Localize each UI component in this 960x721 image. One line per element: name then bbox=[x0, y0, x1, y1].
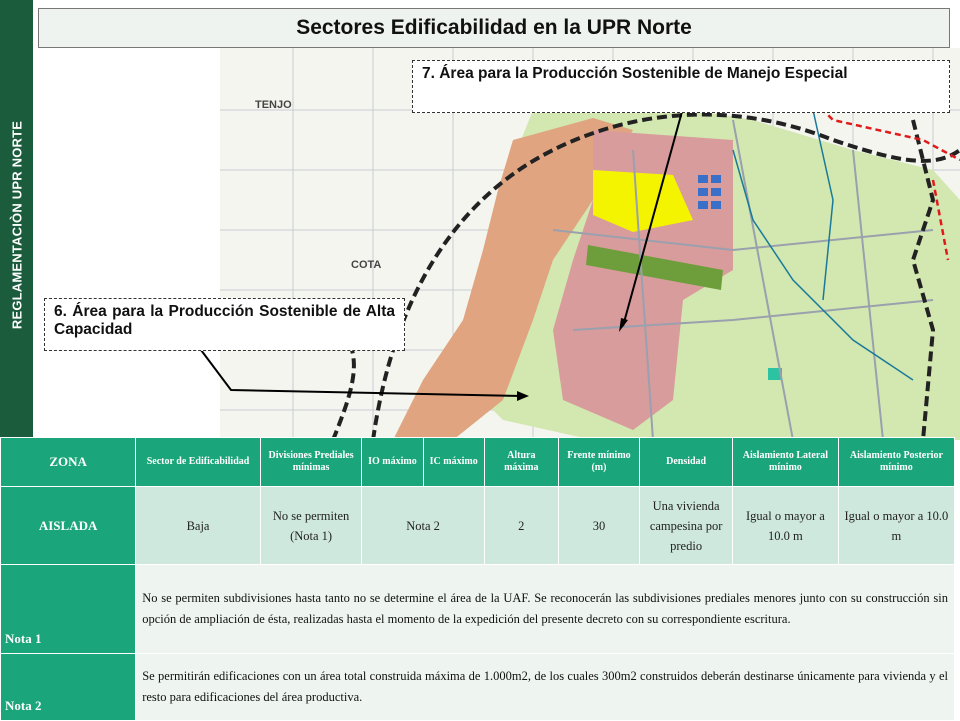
table-row bbox=[1, 487, 955, 565]
callout-alta-capacidad: 6. Área para la Producción Sostenible de Alta Capacidad bbox=[44, 298, 405, 351]
header-io: IO máximo bbox=[362, 438, 423, 487]
header-ic: IC máximo bbox=[423, 438, 484, 487]
header-sector: Sector de Edificabilidad bbox=[136, 438, 261, 487]
cell-altura: 2 bbox=[484, 487, 558, 565]
edificabilidad-table bbox=[0, 437, 955, 721]
cell-lateral: Igual o mayor a 10.0 m bbox=[733, 487, 839, 565]
cell-sector: Baja bbox=[136, 487, 261, 565]
header-divisiones: Divisiones Prediales mínimas bbox=[260, 438, 361, 487]
header-zona: ZONA bbox=[1, 438, 136, 487]
header-lateral: Aislamiento Lateral mínimo bbox=[733, 438, 839, 487]
cell-zona: AISLADA bbox=[1, 487, 136, 565]
sidebar-label: REGLAMENTACIÒN UPR NORTE bbox=[9, 120, 24, 330]
table-header-row bbox=[1, 438, 955, 487]
cell-posterior: Igual o mayor a 10.0 m bbox=[838, 487, 954, 565]
cell-frente: 30 bbox=[558, 487, 639, 565]
header-altura: Altura máxima bbox=[484, 438, 558, 487]
note-2-text: Se permitirán edificaciones con un área total construida máxima de 1.000m2, de los cuales 300m2 construidos deberán destinarse únicamente para vivienda y el resto para edificaciones del área productiva. bbox=[136, 654, 955, 721]
header-frente: Frente mínimo (m) bbox=[558, 438, 639, 487]
note-1-label: Nota 1 bbox=[1, 565, 136, 654]
table-row bbox=[1, 565, 955, 654]
callout-manejo-especial: 7. Área para la Producción Sostenible de Manejo Especial bbox=[412, 60, 950, 113]
header-densidad: Densidad bbox=[640, 438, 733, 487]
page-title: Sectores Edificabilidad en la UPR Norte bbox=[38, 8, 950, 48]
cell-divisiones: No se permiten (Nota 1) bbox=[260, 487, 361, 565]
cell-densidad: Una vivienda campesina por predio bbox=[640, 487, 733, 565]
place-label-tenjo: TENJO bbox=[255, 99, 292, 111]
table-row bbox=[1, 654, 955, 721]
place-label-cota: COTA bbox=[351, 259, 382, 271]
note-1-text: No se permiten subdivisiones hasta tanto no se determine el área de la UAF. Se reconocerán las subdivisiones prediales menores junto con su construcción sin opción de ampliación de ésta, realizadas hasta el momento de la expedición del presente decreto con su correspondiente escritura. bbox=[136, 565, 955, 654]
note-2-label: Nota 2 bbox=[1, 654, 136, 721]
header-posterior: Aislamiento Posterior mínimo bbox=[838, 438, 954, 487]
cell-io-ic: Nota 2 bbox=[362, 487, 485, 565]
